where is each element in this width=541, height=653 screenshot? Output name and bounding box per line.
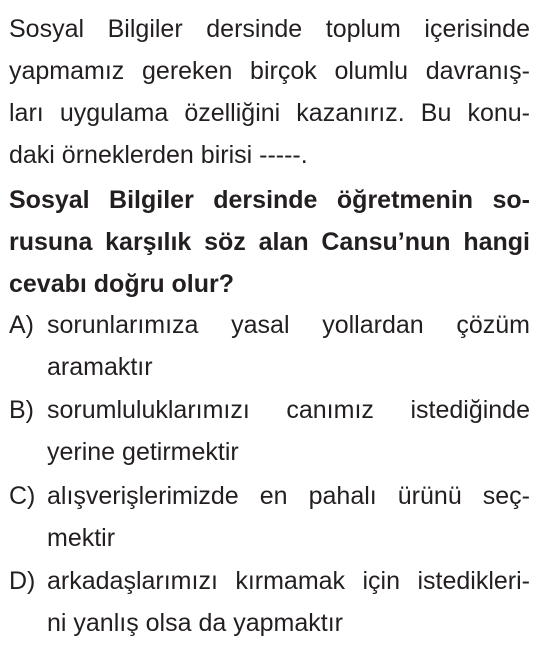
stem-line: Sosyal Bilgiler dersinde toplum içerisinde <box>9 15 530 43</box>
prompt-line: rusuna karşılık söz alan Cansu’nun hangi <box>9 228 530 256</box>
stem-line: ları uygulama özelliğini kazanırız. Bu konu- <box>9 99 530 127</box>
option-text: sorunlarımıza yasal yollardan çözüm <box>47 311 530 339</box>
option-text: arkadaşlarımızı kırmamak için istedikleri- <box>47 567 530 595</box>
prompt-line: cevabı doğru olur? <box>9 270 235 298</box>
option-d-line1 <box>9 566 530 596</box>
option-letter: B) <box>9 396 34 424</box>
stem-line: yapmamız gereken birçok olumlu davranış- <box>9 57 530 85</box>
option-letter: A) <box>9 311 34 339</box>
stem-line: daki örneklerden birisi -----. <box>9 141 308 169</box>
prompt-line: Sosyal Bilgiler dersinde öğretmenin so- <box>9 186 530 214</box>
option-a-line1 <box>9 310 530 340</box>
option-letter: C) <box>9 482 36 510</box>
option-letter: D) <box>9 567 36 595</box>
option-text: sorumluluklarımızı canımız istediğinde <box>47 396 530 424</box>
option-d-line2: ni yanlış olsa da yapmaktır <box>47 609 343 637</box>
option-text: alışverişlerimizde en pahalı ürünü seç- <box>47 482 530 510</box>
option-c-line2: mektir <box>47 524 116 552</box>
option-b-line1 <box>9 395 530 425</box>
option-c-line1 <box>9 481 530 511</box>
option-a-line2: aramaktır <box>47 353 153 381</box>
option-b-line2: yerine getirmektir <box>47 438 239 466</box>
